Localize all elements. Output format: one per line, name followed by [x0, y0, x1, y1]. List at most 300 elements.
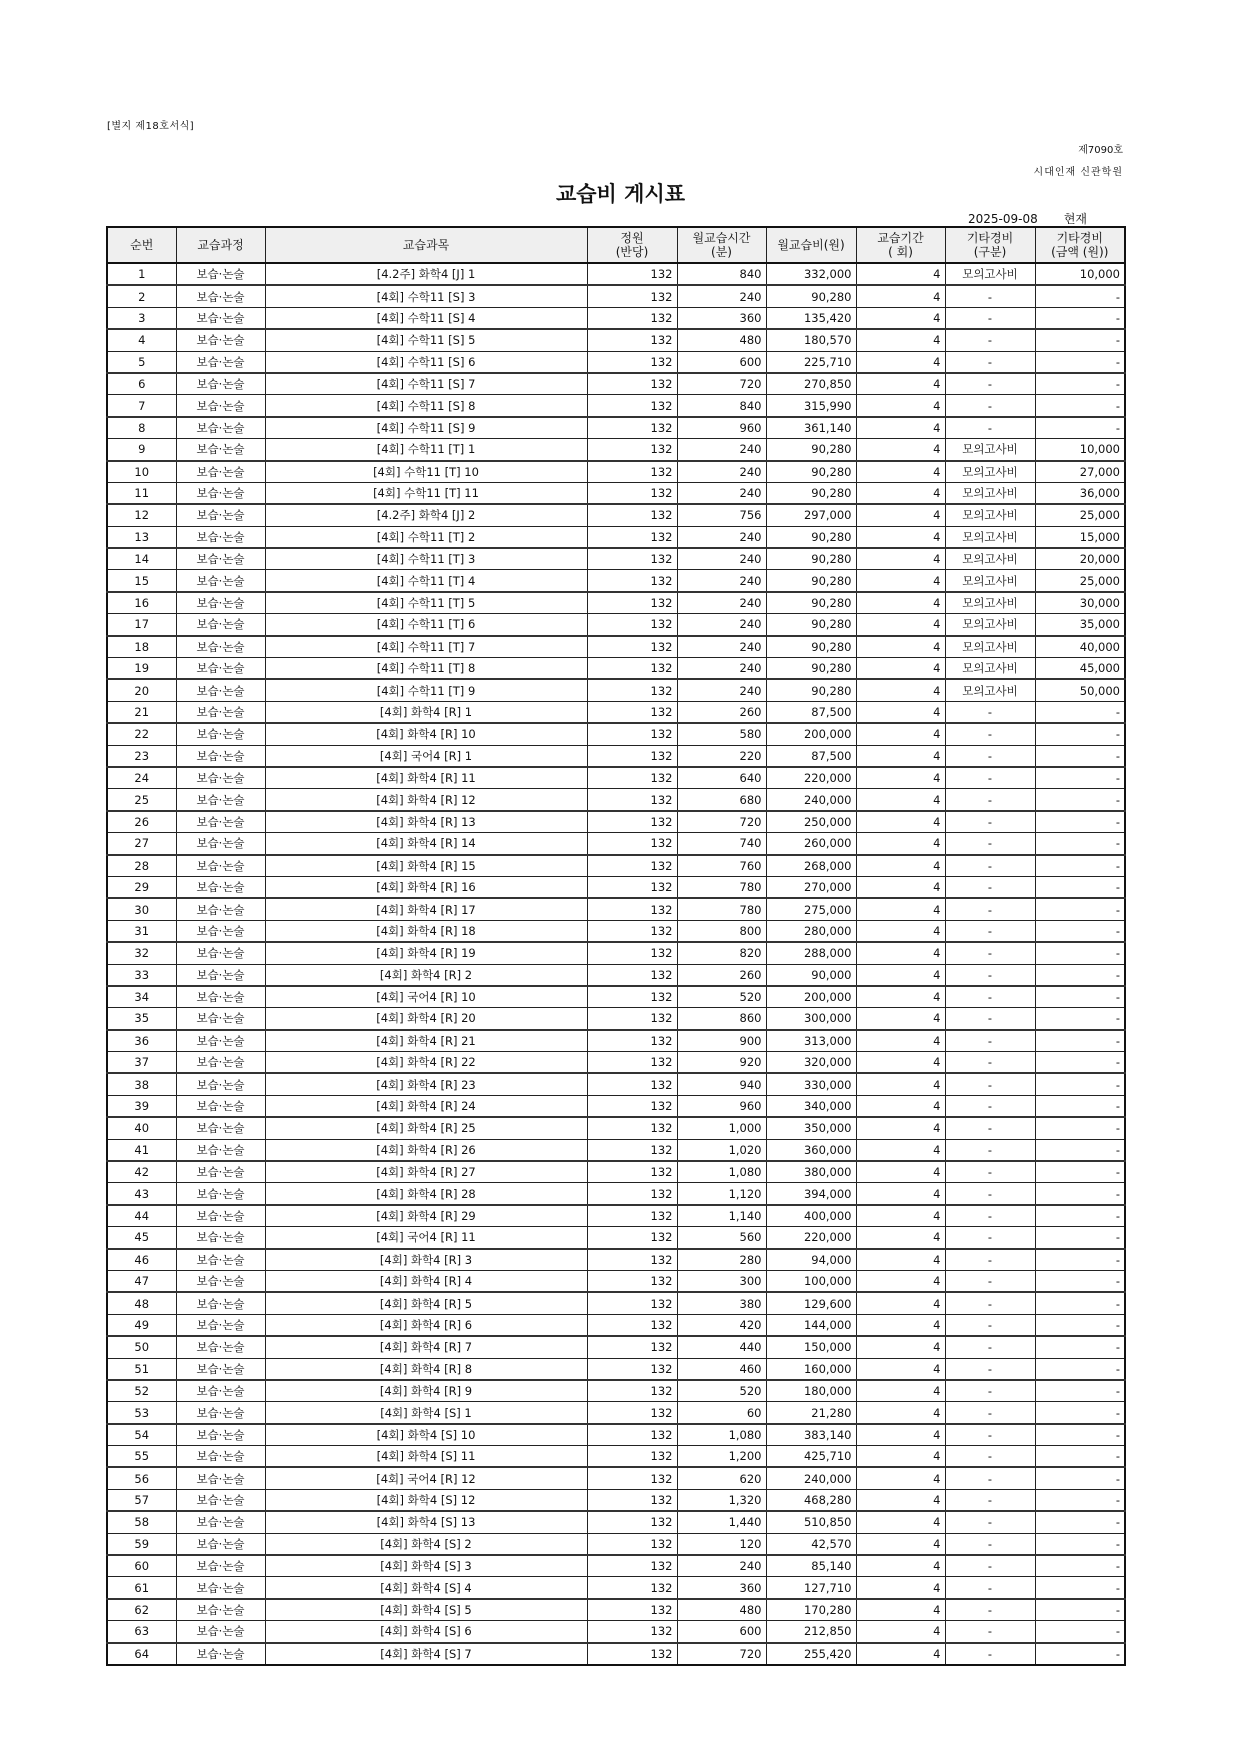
cell-monthly-minutes: 480 — [677, 1599, 766, 1621]
cell-course: 보습·논술 — [176, 1292, 265, 1314]
cell-subject: [4회] 수학11 [S] 4 — [265, 307, 587, 329]
cell-subject: [4회] 화학4 [R] 21 — [265, 1030, 587, 1052]
cell-no: 6 — [107, 373, 176, 395]
cell-capacity: 132 — [587, 1402, 677, 1424]
cell-subject: [4회] 화학4 [R] 13 — [265, 811, 587, 833]
cell-subject: [4회] 수학11 [T] 7 — [265, 636, 587, 658]
cell-course: 보습·논술 — [176, 745, 265, 767]
cell-period: 4 — [856, 417, 945, 439]
cell-no: 26 — [107, 811, 176, 833]
cell-capacity: 132 — [587, 461, 677, 483]
cell-period: 4 — [856, 876, 945, 898]
cell-course: 보습·논술 — [176, 1030, 265, 1052]
header-extra-type — [945, 227, 1035, 263]
header-capacity — [587, 227, 677, 263]
cell-extra-type: 모의고사비 — [945, 570, 1035, 592]
cell-extra-amount: - — [1035, 1073, 1125, 1095]
cell-no: 47 — [107, 1270, 176, 1292]
table-row — [107, 701, 1125, 723]
cell-monthly-minutes: 1,120 — [677, 1183, 766, 1205]
cell-period: 4 — [856, 1292, 945, 1314]
cell-period: 4 — [856, 767, 945, 789]
cell-capacity: 132 — [587, 1205, 677, 1227]
cell-extra-type: 모의고사비 — [945, 263, 1035, 285]
cell-capacity: 132 — [587, 307, 677, 329]
table-row — [107, 592, 1125, 614]
cell-capacity: 132 — [587, 1117, 677, 1139]
table-row — [107, 1424, 1125, 1446]
cell-period: 4 — [856, 1402, 945, 1424]
cell-no: 50 — [107, 1336, 176, 1358]
cell-no: 39 — [107, 1095, 176, 1117]
cell-extra-amount: - — [1035, 1533, 1125, 1555]
cell-period: 4 — [856, 307, 945, 329]
cell-subject: [4회] 화학4 [R] 16 — [265, 876, 587, 898]
cell-monthly-minutes: 240 — [677, 439, 766, 461]
table-row — [107, 1073, 1125, 1095]
cell-extra-type: - — [945, 373, 1035, 395]
cell-extra-amount: - — [1035, 1052, 1125, 1074]
cell-no: 35 — [107, 1008, 176, 1030]
cell-extra-amount: - — [1035, 942, 1125, 964]
cell-capacity: 132 — [587, 395, 677, 417]
table-row — [107, 876, 1125, 898]
cell-period: 4 — [856, 855, 945, 877]
cell-monthly-minutes: 240 — [677, 461, 766, 483]
cell-extra-amount: - — [1035, 745, 1125, 767]
cell-monthly-minutes: 240 — [677, 482, 766, 504]
cell-period: 4 — [856, 592, 945, 614]
cell-period: 4 — [856, 263, 945, 285]
cell-monthly-fee: 200,000 — [766, 723, 856, 745]
cell-no: 36 — [107, 1030, 176, 1052]
cell-monthly-minutes: 360 — [677, 1577, 766, 1599]
cell-subject: [4회] 화학4 [R] 2 — [265, 964, 587, 986]
table-row — [107, 1030, 1125, 1052]
cell-course: 보습·논술 — [176, 614, 265, 636]
cell-monthly-minutes: 240 — [677, 548, 766, 570]
cell-extra-amount: - — [1035, 1292, 1125, 1314]
cell-extra-type: - — [945, 942, 1035, 964]
cell-monthly-fee: 280,000 — [766, 920, 856, 942]
cell-monthly-fee: 394,000 — [766, 1183, 856, 1205]
cell-capacity: 132 — [587, 1467, 677, 1489]
cell-monthly-fee: 127,710 — [766, 1577, 856, 1599]
cell-course: 보습·논술 — [176, 964, 265, 986]
cell-course: 보습·논술 — [176, 307, 265, 329]
cell-subject: [4회] 화학4 [R] 20 — [265, 1008, 587, 1030]
table-row — [107, 658, 1125, 680]
cell-capacity: 132 — [587, 898, 677, 920]
cell-monthly-fee: 90,280 — [766, 614, 856, 636]
cell-course: 보습·논술 — [176, 1555, 265, 1577]
cell-capacity: 132 — [587, 504, 677, 526]
table-row — [107, 1249, 1125, 1271]
table-row — [107, 351, 1125, 373]
cell-extra-type: - — [945, 1052, 1035, 1074]
cell-subject: [4.2주] 화학4 [J] 2 — [265, 504, 587, 526]
page-title: 교습비 게시표 — [555, 182, 686, 206]
cell-monthly-fee: 90,280 — [766, 658, 856, 680]
cell-extra-type: - — [945, 1599, 1035, 1621]
header-monthly-fee: 월교습비(원) — [766, 227, 856, 263]
cell-extra-type: - — [945, 1358, 1035, 1380]
cell-monthly-minutes: 240 — [677, 592, 766, 614]
cell-course: 보습·논술 — [176, 548, 265, 570]
cell-monthly-fee: 170,280 — [766, 1599, 856, 1621]
cell-subject: [4회] 화학4 [S] 13 — [265, 1511, 587, 1533]
cell-capacity: 132 — [587, 1358, 677, 1380]
cell-extra-type: - — [945, 351, 1035, 373]
cell-period: 4 — [856, 285, 945, 307]
cell-extra-amount: - — [1035, 1424, 1125, 1446]
table-row — [107, 1052, 1125, 1074]
cell-period: 4 — [856, 1270, 945, 1292]
cell-period: 4 — [856, 439, 945, 461]
cell-course: 보습·논술 — [176, 1052, 265, 1074]
cell-period: 4 — [856, 1511, 945, 1533]
cell-no: 8 — [107, 417, 176, 439]
cell-period: 4 — [856, 964, 945, 986]
cell-extra-amount: - — [1035, 1511, 1125, 1533]
cell-period: 4 — [856, 920, 945, 942]
cell-extra-amount: - — [1035, 1358, 1125, 1380]
cell-course: 보습·논술 — [176, 1424, 265, 1446]
cell-extra-amount: - — [1035, 1139, 1125, 1161]
header-course: 교습과정 — [176, 227, 265, 263]
cell-subject: [4회] 화학4 [S] 4 — [265, 1577, 587, 1599]
header-capacity-line1: 정원 — [620, 231, 644, 245]
cell-subject: [4회] 수학11 [S] 6 — [265, 351, 587, 373]
cell-extra-amount: 25,000 — [1035, 570, 1125, 592]
cell-capacity: 132 — [587, 592, 677, 614]
cell-monthly-minutes: 780 — [677, 898, 766, 920]
table-row — [107, 504, 1125, 526]
cell-extra-amount: - — [1035, 1489, 1125, 1511]
cell-no: 28 — [107, 855, 176, 877]
cell-monthly-minutes: 240 — [677, 679, 766, 701]
cell-subject: [4회] 화학4 [R] 17 — [265, 898, 587, 920]
cell-monthly-minutes: 260 — [677, 701, 766, 723]
cell-monthly-minutes: 820 — [677, 942, 766, 964]
table-row — [107, 811, 1125, 833]
cell-course: 보습·논술 — [176, 1117, 265, 1139]
cell-monthly-fee: 90,280 — [766, 439, 856, 461]
cell-extra-amount: 36,000 — [1035, 482, 1125, 504]
cell-no: 14 — [107, 548, 176, 570]
cell-extra-amount: - — [1035, 723, 1125, 745]
cell-extra-type: - — [945, 1008, 1035, 1030]
cell-course: 보습·논술 — [176, 1402, 265, 1424]
cell-extra-type: - — [945, 1467, 1035, 1489]
cell-extra-type: - — [945, 285, 1035, 307]
cell-extra-amount: - — [1035, 1030, 1125, 1052]
cell-monthly-minutes: 840 — [677, 395, 766, 417]
as-of-date-line — [968, 210, 1087, 227]
cell-no: 59 — [107, 1533, 176, 1555]
cell-course: 보습·논술 — [176, 833, 265, 855]
cell-monthly-fee: 360,000 — [766, 1139, 856, 1161]
cell-period: 4 — [856, 1139, 945, 1161]
cell-course: 보습·논술 — [176, 658, 265, 680]
table-row — [107, 1446, 1125, 1468]
cell-capacity: 132 — [587, 263, 677, 285]
cell-capacity: 132 — [587, 1314, 677, 1336]
document-number: 제7090호 — [1078, 145, 1123, 156]
table-row — [107, 526, 1125, 548]
cell-monthly-minutes: 1,020 — [677, 1139, 766, 1161]
cell-extra-amount: 10,000 — [1035, 263, 1125, 285]
cell-period: 4 — [856, 504, 945, 526]
cell-period: 4 — [856, 1577, 945, 1599]
cell-monthly-minutes: 220 — [677, 745, 766, 767]
header-subject: 교습과목 — [265, 227, 587, 263]
cell-no: 53 — [107, 1402, 176, 1424]
cell-course: 보습·논술 — [176, 986, 265, 1008]
academy-name: 시대인재 신관학원 — [1033, 167, 1123, 178]
table-row — [107, 964, 1125, 986]
cell-monthly-minutes: 240 — [677, 1555, 766, 1577]
cell-extra-type: 모의고사비 — [945, 526, 1035, 548]
table-row — [107, 942, 1125, 964]
table-row — [107, 745, 1125, 767]
cell-extra-type: - — [945, 767, 1035, 789]
header-monthly-minutes-line1: 월교습시간 — [692, 231, 751, 245]
cell-extra-amount: - — [1035, 1117, 1125, 1139]
cell-monthly-minutes: 940 — [677, 1073, 766, 1095]
cell-monthly-fee: 150,000 — [766, 1336, 856, 1358]
cell-no: 18 — [107, 636, 176, 658]
cell-no: 5 — [107, 351, 176, 373]
cell-extra-type: - — [945, 789, 1035, 811]
header-monthly-minutes — [677, 227, 766, 263]
cell-monthly-fee: 129,600 — [766, 1292, 856, 1314]
cell-subject: [4회] 화학4 [S] 11 — [265, 1446, 587, 1468]
cell-capacity: 132 — [587, 1183, 677, 1205]
cell-subject: [4회] 수학11 [T] 10 — [265, 461, 587, 483]
cell-subject: [4회] 수학11 [T] 3 — [265, 548, 587, 570]
cell-period: 4 — [856, 1599, 945, 1621]
cell-period: 4 — [856, 526, 945, 548]
cell-monthly-fee: 260,000 — [766, 833, 856, 855]
cell-extra-type: - — [945, 855, 1035, 877]
cell-course: 보습·논술 — [176, 1073, 265, 1095]
cell-extra-type: - — [945, 1205, 1035, 1227]
cell-monthly-minutes: 1,000 — [677, 1117, 766, 1139]
cell-subject: [4회] 화학4 [S] 6 — [265, 1621, 587, 1643]
cell-monthly-minutes: 420 — [677, 1314, 766, 1336]
cell-capacity: 132 — [587, 986, 677, 1008]
cell-extra-amount: - — [1035, 373, 1125, 395]
cell-monthly-minutes: 240 — [677, 614, 766, 636]
cell-no: 38 — [107, 1073, 176, 1095]
cell-no: 42 — [107, 1161, 176, 1183]
cell-period: 4 — [856, 329, 945, 351]
table-row — [107, 679, 1125, 701]
cell-extra-type: - — [945, 898, 1035, 920]
cell-monthly-minutes: 620 — [677, 1467, 766, 1489]
cell-monthly-fee: 220,000 — [766, 767, 856, 789]
header-extra-type-line2: (구분) — [973, 245, 1007, 259]
cell-extra-type: - — [945, 395, 1035, 417]
cell-course: 보습·논술 — [176, 1446, 265, 1468]
cell-period: 4 — [856, 1555, 945, 1577]
cell-extra-type: - — [945, 1227, 1035, 1249]
cell-monthly-fee: 313,000 — [766, 1030, 856, 1052]
cell-course: 보습·논술 — [176, 1336, 265, 1358]
cell-course: 보습·논술 — [176, 504, 265, 526]
table-row — [107, 833, 1125, 855]
cell-no: 61 — [107, 1577, 176, 1599]
cell-capacity: 132 — [587, 1446, 677, 1468]
cell-extra-type: - — [945, 1161, 1035, 1183]
cell-monthly-fee: 300,000 — [766, 1008, 856, 1030]
table-row — [107, 1292, 1125, 1314]
cell-period: 4 — [856, 548, 945, 570]
cell-extra-type: - — [945, 1511, 1035, 1533]
cell-extra-type: 모의고사비 — [945, 614, 1035, 636]
cell-no: 1 — [107, 263, 176, 285]
cell-monthly-minutes: 60 — [677, 1402, 766, 1424]
cell-course: 보습·논술 — [176, 351, 265, 373]
cell-period: 4 — [856, 636, 945, 658]
cell-monthly-fee: 288,000 — [766, 942, 856, 964]
header-extra-amount — [1035, 227, 1125, 263]
cell-capacity: 132 — [587, 1533, 677, 1555]
cell-monthly-minutes: 380 — [677, 1292, 766, 1314]
cell-course: 보습·논술 — [176, 1227, 265, 1249]
cell-extra-type: - — [945, 1380, 1035, 1402]
cell-monthly-minutes: 520 — [677, 1380, 766, 1402]
table-body — [107, 263, 1125, 1665]
cell-monthly-fee: 268,000 — [766, 855, 856, 877]
cell-course: 보습·논술 — [176, 1621, 265, 1643]
cell-monthly-fee: 250,000 — [766, 811, 856, 833]
table-row — [107, 1402, 1125, 1424]
cell-extra-amount: - — [1035, 1446, 1125, 1468]
cell-capacity: 132 — [587, 701, 677, 723]
cell-period: 4 — [856, 701, 945, 723]
cell-monthly-minutes: 1,080 — [677, 1424, 766, 1446]
cell-no: 55 — [107, 1446, 176, 1468]
cell-extra-amount: - — [1035, 1467, 1125, 1489]
table-row — [107, 570, 1125, 592]
cell-period: 4 — [856, 789, 945, 811]
cell-extra-amount: - — [1035, 855, 1125, 877]
cell-no: 62 — [107, 1599, 176, 1621]
cell-extra-amount: - — [1035, 701, 1125, 723]
table-row — [107, 439, 1125, 461]
cell-course: 보습·논술 — [176, 329, 265, 351]
cell-capacity: 132 — [587, 1380, 677, 1402]
cell-subject: [4회] 화학4 [R] 25 — [265, 1117, 587, 1139]
cell-period: 4 — [856, 1467, 945, 1489]
cell-capacity: 132 — [587, 1511, 677, 1533]
cell-subject: [4회] 화학4 [R] 9 — [265, 1380, 587, 1402]
cell-extra-type: - — [945, 964, 1035, 986]
cell-extra-amount: 10,000 — [1035, 439, 1125, 461]
cell-course: 보습·논술 — [176, 1489, 265, 1511]
cell-monthly-minutes: 800 — [677, 920, 766, 942]
cell-monthly-fee: 468,280 — [766, 1489, 856, 1511]
cell-monthly-fee: 220,000 — [766, 1227, 856, 1249]
cell-no: 33 — [107, 964, 176, 986]
cell-extra-type: - — [945, 307, 1035, 329]
cell-period: 4 — [856, 1314, 945, 1336]
cell-course: 보습·논술 — [176, 898, 265, 920]
cell-monthly-minutes: 960 — [677, 1095, 766, 1117]
cell-monthly-fee: 380,000 — [766, 1161, 856, 1183]
cell-monthly-fee: 297,000 — [766, 504, 856, 526]
cell-monthly-minutes: 240 — [677, 285, 766, 307]
cell-extra-amount: - — [1035, 1270, 1125, 1292]
cell-no: 22 — [107, 723, 176, 745]
cell-capacity: 132 — [587, 1227, 677, 1249]
cell-period: 4 — [856, 1052, 945, 1074]
cell-period: 4 — [856, 811, 945, 833]
cell-monthly-fee: 400,000 — [766, 1205, 856, 1227]
cell-subject: [4회] 수학11 [T] 6 — [265, 614, 587, 636]
cell-monthly-minutes: 740 — [677, 833, 766, 855]
cell-period: 4 — [856, 482, 945, 504]
table-row — [107, 1139, 1125, 1161]
cell-period: 4 — [856, 1095, 945, 1117]
cell-capacity: 132 — [587, 833, 677, 855]
cell-extra-type: - — [945, 1402, 1035, 1424]
table-row — [107, 1161, 1125, 1183]
cell-no: 43 — [107, 1183, 176, 1205]
cell-monthly-fee: 90,280 — [766, 548, 856, 570]
cell-monthly-minutes: 240 — [677, 570, 766, 592]
cell-monthly-fee: 90,280 — [766, 285, 856, 307]
cell-course: 보습·논술 — [176, 767, 265, 789]
cell-course: 보습·논술 — [176, 1095, 265, 1117]
cell-monthly-fee: 90,280 — [766, 570, 856, 592]
cell-monthly-fee: 240,000 — [766, 1467, 856, 1489]
cell-capacity: 132 — [587, 1073, 677, 1095]
cell-monthly-minutes: 860 — [677, 1008, 766, 1030]
form-label: [별지 제18호서식] — [107, 121, 195, 132]
cell-no: 30 — [107, 898, 176, 920]
cell-period: 4 — [856, 1249, 945, 1271]
cell-extra-amount: - — [1035, 1183, 1125, 1205]
cell-course: 보습·논술 — [176, 789, 265, 811]
cell-monthly-fee: 90,000 — [766, 964, 856, 986]
cell-capacity: 132 — [587, 1643, 677, 1665]
cell-period: 4 — [856, 723, 945, 745]
cell-monthly-fee: 332,000 — [766, 263, 856, 285]
cell-extra-type: - — [945, 1117, 1035, 1139]
cell-monthly-minutes: 720 — [677, 373, 766, 395]
cell-monthly-minutes: 1,080 — [677, 1161, 766, 1183]
cell-extra-type: - — [945, 1139, 1035, 1161]
cell-extra-amount: - — [1035, 1577, 1125, 1599]
cell-extra-type: - — [945, 723, 1035, 745]
cell-course: 보습·논술 — [176, 1139, 265, 1161]
cell-monthly-minutes: 680 — [677, 789, 766, 811]
cell-no: 24 — [107, 767, 176, 789]
cell-monthly-fee: 87,500 — [766, 701, 856, 723]
cell-subject: [4회] 수학11 [T] 8 — [265, 658, 587, 680]
cell-monthly-minutes: 720 — [677, 811, 766, 833]
table-row — [107, 1511, 1125, 1533]
cell-extra-amount: - — [1035, 1643, 1125, 1665]
cell-period: 4 — [856, 898, 945, 920]
cell-monthly-fee: 90,280 — [766, 679, 856, 701]
cell-monthly-minutes: 560 — [677, 1227, 766, 1249]
cell-extra-type: - — [945, 986, 1035, 1008]
cell-subject: [4회] 수학11 [S] 7 — [265, 373, 587, 395]
